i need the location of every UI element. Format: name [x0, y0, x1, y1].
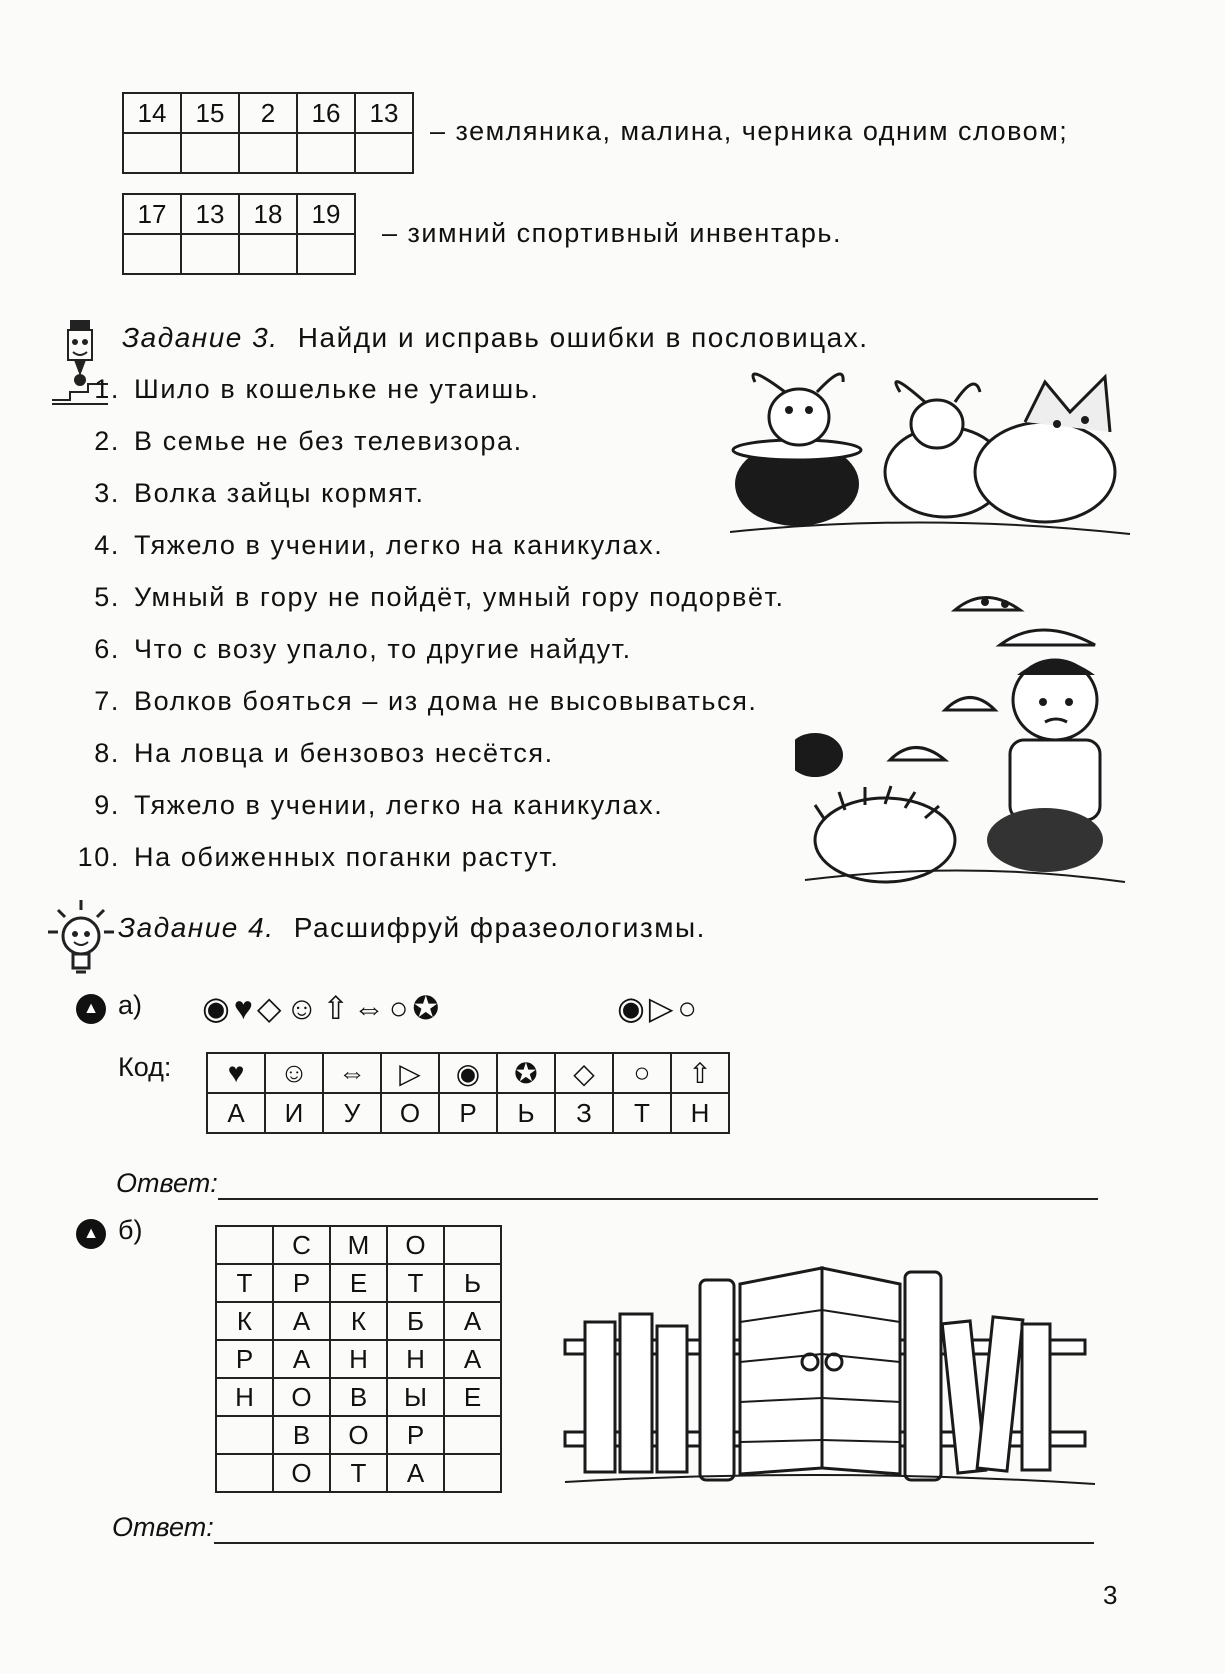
- grid-number: 13: [355, 93, 413, 133]
- grid-cell: Т: [216, 1264, 273, 1302]
- lightbulb-icon: [46, 898, 116, 982]
- task4-label: Задание 4.: [118, 912, 275, 943]
- answer-line-b[interactable]: [214, 1542, 1094, 1544]
- grid-number: 17: [123, 194, 181, 234]
- code-letter: И: [265, 1093, 323, 1133]
- grid-cell: О: [330, 1416, 387, 1454]
- proverb-text: Умный в гору не пойдёт, умный гору подорвёт.: [134, 582, 785, 612]
- cipher-word-1: ◉♥◇☺⇧⇔○✪: [202, 990, 444, 1026]
- grid-cell: Н: [216, 1378, 273, 1416]
- grid-cell: [216, 1454, 273, 1492]
- grid-cell: Т: [330, 1454, 387, 1492]
- grid-blank[interactable]: [181, 234, 239, 274]
- grid-cell: [216, 1226, 273, 1264]
- proverb-item: [74, 426, 523, 457]
- proverb-number: 5.: [94, 582, 120, 612]
- grid-blank[interactable]: [181, 133, 239, 173]
- grid-cell: Т: [387, 1264, 444, 1302]
- grid-blank[interactable]: [297, 133, 355, 173]
- grid-cell: Ы: [387, 1378, 444, 1416]
- proverb-number: 1.: [94, 374, 120, 404]
- proverb-text: На обиженных поганки растут.: [134, 842, 560, 872]
- code-symbol: ☺: [265, 1053, 323, 1093]
- proverb-item: [74, 790, 663, 821]
- hares-wolf-illustration: [725, 362, 1135, 540]
- code-table: [206, 1052, 730, 1134]
- grid-cell: О: [273, 1378, 330, 1416]
- grid-cell: Р: [273, 1264, 330, 1302]
- task3-title: Найди и исправь ошибки в пословицах.: [297, 322, 869, 353]
- word-hint-1: – земляника, малина, черника одним словом;: [430, 116, 1069, 146]
- proverb-number: 8.: [94, 738, 120, 768]
- proverb-number: 10.: [77, 842, 120, 872]
- code-symbol: ♥: [207, 1053, 265, 1093]
- task4-title: Расшифруй фразеологизмы.: [293, 912, 706, 943]
- grid-number: 15: [181, 93, 239, 133]
- code-symbol: ◉: [439, 1053, 497, 1093]
- code-letter: О: [381, 1093, 439, 1133]
- grid-number: 16: [297, 93, 355, 133]
- proverb-text: Шило в кошельке не утаишь.: [134, 374, 540, 404]
- bullet-icon: ▲: [76, 994, 106, 1024]
- code-letter: З: [555, 1093, 613, 1133]
- part-a-marker: а): [118, 990, 143, 1020]
- proverb-number: 9.: [94, 790, 120, 820]
- grid-number: 14: [123, 93, 181, 133]
- grid-cell: О: [273, 1454, 330, 1492]
- proverb-item: [74, 842, 559, 873]
- grid-cell: В: [330, 1378, 387, 1416]
- proverb-item: [74, 582, 785, 613]
- grid-cell: А: [273, 1302, 330, 1340]
- grid-blank[interactable]: [123, 133, 181, 173]
- grid-number: 18: [239, 194, 297, 234]
- grid-number: 2: [239, 93, 297, 133]
- code-symbol: ⇧: [671, 1053, 729, 1093]
- page-number: 3: [1103, 1580, 1118, 1610]
- grid-blank[interactable]: [297, 234, 355, 274]
- proverb-number: 3.: [94, 478, 120, 508]
- proverb-item: [74, 738, 554, 769]
- code-letter: Т: [613, 1093, 671, 1133]
- grid-cell: Р: [216, 1340, 273, 1378]
- proverb-item: [74, 374, 540, 405]
- code-letter: Н: [671, 1093, 729, 1133]
- grid-cell: В: [273, 1416, 330, 1454]
- proverb-item: [74, 478, 425, 509]
- grid-cell: М: [330, 1226, 387, 1264]
- proverb-text: Волков бояться – из дома не высовываться.: [134, 686, 758, 716]
- answer-line-a[interactable]: [218, 1198, 1098, 1200]
- grid-cell: О: [387, 1226, 444, 1264]
- grid-cell: Е: [444, 1378, 501, 1416]
- word-hint-2: – зимний спортивный инвентарь.: [382, 218, 842, 248]
- code-symbol: ⇔: [323, 1053, 381, 1093]
- code-symbol: ◇: [555, 1053, 613, 1093]
- grid-number: 13: [181, 194, 239, 234]
- wooden-gate-illustration: [560, 1262, 1100, 1492]
- proverb-number: 2.: [94, 426, 120, 456]
- code-letter: Ь: [497, 1093, 555, 1133]
- grid-cell: Р: [387, 1416, 444, 1454]
- grid-cell: [444, 1226, 501, 1264]
- code-letter: У: [323, 1093, 381, 1133]
- answer-label-b: Ответ:: [112, 1512, 214, 1542]
- grid-cell: К: [216, 1302, 273, 1340]
- grid-cell: [216, 1416, 273, 1454]
- word-grid-2: [122, 193, 356, 275]
- bullet-icon: ▲: [76, 1219, 106, 1249]
- grid-cell: [444, 1416, 501, 1454]
- code-symbol: ▷: [381, 1053, 439, 1093]
- proverb-item: [74, 634, 632, 665]
- grid-blank[interactable]: [239, 133, 297, 173]
- proverb-text: Что с возу упало, то другие найдут.: [134, 634, 632, 664]
- grid-cell: Е: [330, 1264, 387, 1302]
- task3-label: Задание 3.: [122, 322, 279, 353]
- grid-blank[interactable]: [239, 234, 297, 274]
- proverb-text: Тяжело в учении, легко на каникулах.: [134, 790, 664, 820]
- word-grid-1: [122, 92, 414, 174]
- code-symbol: ○: [613, 1053, 671, 1093]
- grid-blank[interactable]: [123, 234, 181, 274]
- grid-cell: Н: [387, 1340, 444, 1378]
- grid-cell: А: [387, 1454, 444, 1492]
- proverb-item: [74, 686, 758, 717]
- task4-heading: [118, 912, 706, 944]
- proverb-number: 4.: [94, 530, 120, 560]
- grid-cell: С: [273, 1226, 330, 1264]
- task3-heading: [122, 322, 868, 354]
- grid-number: 19: [297, 194, 355, 234]
- grid-cell: [444, 1454, 501, 1492]
- boy-mushrooms-illustration: [795, 590, 1135, 900]
- part-b-marker: б): [118, 1215, 143, 1245]
- answer-label-a: Ответ:: [116, 1168, 218, 1198]
- code-letter: А: [207, 1093, 265, 1133]
- code-letter: Р: [439, 1093, 497, 1133]
- grid-blank[interactable]: [355, 133, 413, 173]
- grid-cell: К: [330, 1302, 387, 1340]
- code-symbol: ✪: [497, 1053, 555, 1093]
- cipher-word-2: ◉▷○: [617, 990, 701, 1026]
- grid-cell: А: [444, 1340, 501, 1378]
- grid-cell: А: [444, 1302, 501, 1340]
- grid-cell: А: [273, 1340, 330, 1378]
- grid-cell: Ь: [444, 1264, 501, 1302]
- letter-grid: [215, 1225, 502, 1493]
- proverb-number: 6.: [94, 634, 120, 664]
- proverb-text: На ловца и бензовоз несётся.: [134, 738, 554, 768]
- proverb-text: Волка зайцы кормят.: [134, 478, 425, 508]
- proverb-text: Тяжело в учении, легко на каникулах.: [134, 530, 664, 560]
- code-label: Код:: [118, 1052, 172, 1082]
- proverb-text: В семье не без телевизора.: [134, 426, 523, 456]
- proverb-number: 7.: [94, 686, 120, 716]
- grid-cell: Н: [330, 1340, 387, 1378]
- proverb-item: [74, 530, 663, 561]
- grid-cell: Б: [387, 1302, 444, 1340]
